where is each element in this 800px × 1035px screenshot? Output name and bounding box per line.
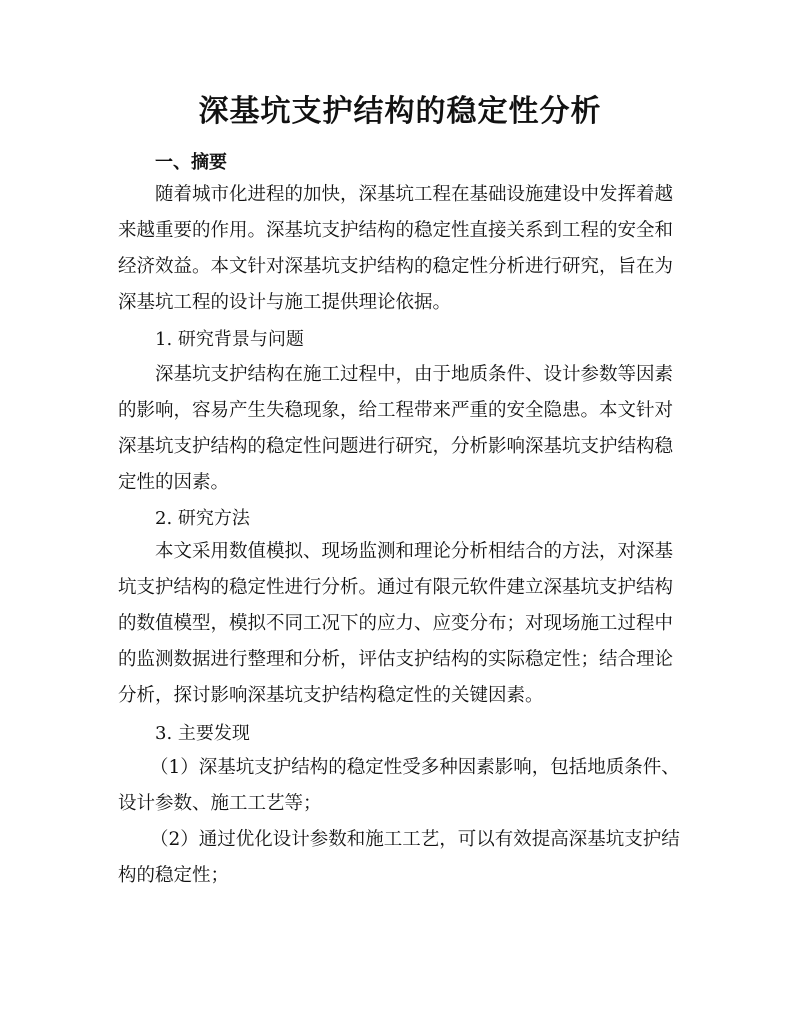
paragraph-line: 随着城市化进程的加快，深基坑工程在基础设施建设中发挥着越 bbox=[155, 184, 674, 205]
paragraph-line: 坑支护结构的稳定性进行分析。通过有限元软件建立深基坑支护结构 bbox=[118, 577, 674, 598]
paragraph-line: 的数值模型，模拟不同工况下的应力、应变分布；对现场施工过程中 bbox=[118, 613, 674, 634]
paragraph-line: 构的稳定性； bbox=[118, 865, 230, 886]
paragraph-line: 深基坑工程的设计与施工提供理论依据。 bbox=[118, 292, 452, 313]
finding1-paragraph bbox=[118, 750, 678, 822]
paragraph-line: 来越重要的作用。深基坑支护结构的稳定性直接关系到工程的安全和 bbox=[118, 220, 674, 241]
paragraph-line: 分析，探讨影响深基坑支护结构稳定性的关键因素。 bbox=[118, 685, 544, 706]
section1-paragraph bbox=[118, 357, 678, 501]
section3-heading: 3. 主要发现 bbox=[155, 723, 250, 744]
paragraph-line: 本文采用数值模拟、现场监测和理论分析相结合的方法，对深基 bbox=[155, 541, 674, 562]
paragraph-line: 深基坑支护结构在施工过程中，由于地质条件、设计参数等因素 bbox=[155, 364, 674, 385]
finding2-paragraph bbox=[118, 822, 678, 894]
abstract-heading: 一、摘要 bbox=[155, 152, 227, 173]
paragraph-line: 深基坑支护结构的稳定性问题进行研究，分析影响深基坑支护结构稳 bbox=[118, 436, 674, 457]
abstract-paragraph bbox=[118, 177, 678, 321]
section2-heading: 2. 研究方法 bbox=[155, 508, 250, 529]
paragraph-line: 的监测数据进行整理和分析，评估支护结构的实际稳定性；结合理论 bbox=[118, 649, 674, 670]
paragraph-line: （1）深基坑支护结构的稳定性受多种因素影响，包括地质条件、 bbox=[150, 757, 680, 778]
document-title: 深基坑支护结构的稳定性分析 bbox=[198, 94, 602, 129]
paragraph-line: 经济效益。本文针对深基坑支护结构的稳定性分析进行研究，旨在为 bbox=[118, 256, 674, 277]
paragraph-line: 的影响，容易产生失稳现象，给工程带来严重的安全隐患。本文针对 bbox=[118, 400, 674, 421]
section1-heading: 1. 研究背景与问题 bbox=[155, 329, 304, 350]
paragraph-line: 设计参数、施工工艺等； bbox=[118, 793, 322, 814]
paragraph-line: 定性的因素。 bbox=[118, 472, 230, 493]
section2-paragraph bbox=[118, 534, 678, 714]
paragraph-line: （2）通过优化设计参数和施工工艺，可以有效提高深基坑支护结 bbox=[150, 829, 680, 850]
